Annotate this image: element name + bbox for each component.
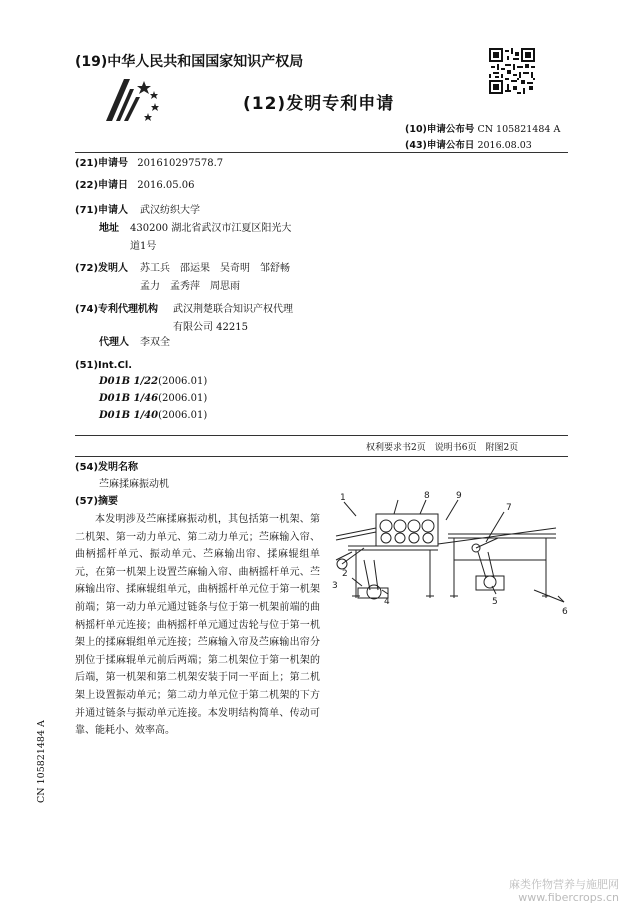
agency-line-2: 有限公司 42215 [173, 322, 248, 333]
inventors-label: (72)发明人 [75, 263, 129, 274]
agency-label: (74)专利代理机构 [75, 304, 159, 315]
ipc-classification [99, 376, 207, 387]
agent-label: 代理人 [99, 337, 129, 348]
figure-label-8: 8 [424, 491, 430, 501]
cnipa-logo [100, 75, 166, 125]
title-label: (54)发明名称 [75, 462, 139, 473]
invention-title: 苎麻揉麻振动机 [99, 479, 169, 490]
application-date-row [75, 177, 195, 195]
application-date: 2016.05.06 [137, 180, 195, 191]
ipc-classification [99, 410, 207, 421]
publication-date-label: (43)申请公布日 [405, 140, 475, 151]
side-publication-code: CN 105821484 A [36, 720, 47, 803]
header-divider [75, 152, 568, 153]
address-line-1: 430200 湖北省武汉市江夏区阳光大 [130, 223, 292, 234]
ipc-code-1: D01B 1/22 [99, 376, 159, 387]
applicant: 武汉纺织大学 [140, 205, 200, 216]
application-number-label: (21)申请号 [75, 158, 129, 169]
inventors-line-1: 苏工兵 邵运果 吴奇明 邹舒畅 [140, 263, 290, 274]
publication-number: CN 105821484 A [477, 124, 561, 135]
ipc-classification [99, 393, 207, 404]
ipc-code-2: D01B 1/46 [99, 393, 159, 404]
application-number-row [75, 155, 223, 173]
document-type: (12)发明专利申请 [243, 94, 395, 114]
office-name: (19)中华人民共和国国家知识产权局 [75, 54, 304, 70]
applicant-label: (71)申请人 [75, 205, 129, 216]
abstract-label: (57)摘要 [75, 496, 119, 507]
abstract-text: 本发明涉及苎麻揉麻振动机，其包括第一机架、第二机架、第一动力单元、第二动力单元；苎麻输入帘、曲柄摇杆单元、振动单元、苎麻输出帘、揉麻辊组单元，在第一机架上设置苎麻输入帘、曲柄摇杆单元、苎麻输出帘、揉麻辊组单元，曲柄摇杆单元位于第一机架前端；第一动力单元通过链条与位于第一机架前端的曲柄摇杆单元连接；曲柄摇杆单元通过齿轮与位于第一机架上的揉麻辊组单元连接；苎麻输入帘及苎麻输出帘分别位于揉麻辊单元前后两端；第二机架位于第一机架的后端，第一机架和第二机架安装于同一平面上；第二机架上设置振动单元；第二动力单元位于第二机架的下方并通过链条与振动单元连接。本发明结构简单、传动可靠、能耗小、效率高。 [75, 514, 320, 737]
figure-label-4: 4 [384, 597, 390, 607]
figure-label-9: 9 [456, 491, 462, 501]
watermark-url: www.fibercrops.cn [518, 891, 619, 904]
ipc-version-3: (2006.01) [158, 410, 208, 421]
figure-label-1: 1 [340, 493, 346, 503]
ipc-code-3: D01B 1/40 [99, 410, 159, 421]
application-date-label: (22)申请日 [75, 180, 129, 191]
address-label: 地址 [99, 223, 119, 234]
intcl-label: (51)Int.Cl. [75, 360, 133, 371]
abstract-figure [328, 490, 573, 620]
address-line-2: 道1号 [130, 241, 157, 252]
figure-label-3: 3 [332, 581, 338, 591]
figure-label-6: 6 [562, 607, 568, 617]
publication-number-row [405, 121, 560, 135]
application-number: 201610297578.7 [137, 158, 224, 169]
figure-label-7: 7 [506, 503, 512, 513]
inventors-line-2: 孟力 孟秀萍 周思雨 [140, 281, 240, 292]
ipc-version-2: (2006.01) [158, 393, 208, 404]
agency-line-1: 武汉荆楚联合知识产权代理 [173, 304, 293, 315]
publication-date: 2016.08.03 [477, 140, 532, 151]
ipc-version-1: (2006.01) [158, 376, 208, 387]
qr-code [489, 48, 535, 94]
figure-label-5: 5 [492, 597, 498, 607]
page-counts: 权利要求书2页 说明书6页 附图2页 [366, 443, 519, 453]
figure-label-2: 2 [342, 569, 348, 579]
publication-date-row [405, 137, 532, 151]
watermark-site-name: 麻类作物营养与施肥网 [509, 878, 619, 891]
agent: 李双全 [140, 337, 170, 348]
biblio-divider-bottom [75, 456, 568, 457]
publication-number-label: (10)申请公布号 [405, 124, 475, 135]
biblio-divider-top [75, 435, 568, 436]
